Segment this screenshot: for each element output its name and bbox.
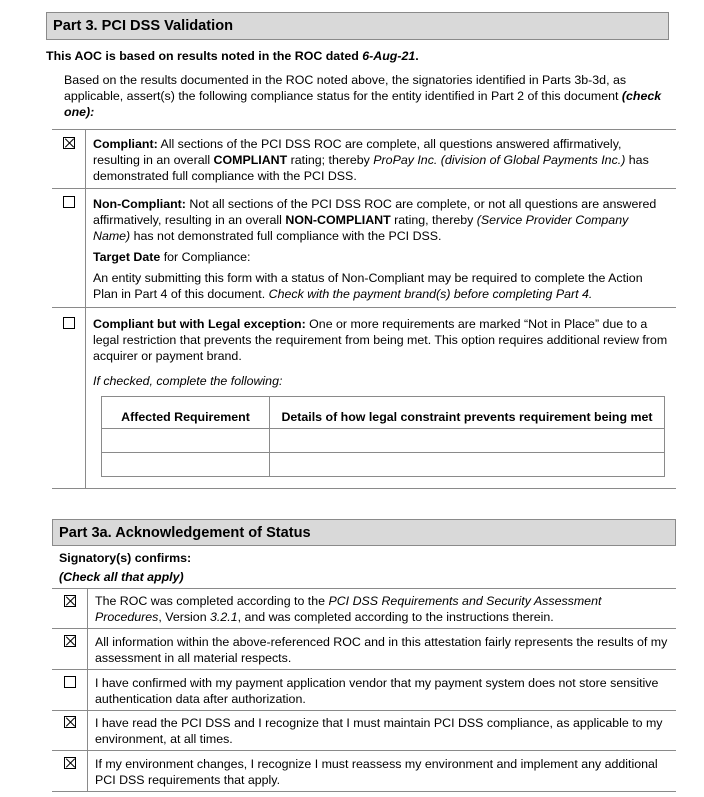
- affected-requirement-cell[interactable]: [102, 453, 270, 477]
- legal-exception-option-text: Compliant but with Legal exception: One or more requirements are marked “Not in Place” due to a legal restriction that prevents the requirement from being met. This option requires additional review from acquirer or payment brand.: [93, 317, 668, 363]
- compliant-checkbox[interactable]: [63, 137, 75, 149]
- ack-item-information: All information within the above-referenced ROC and in this attestation fairly represents the results of my assessment in all material respects.: [95, 635, 668, 665]
- legal-exception-checkbox[interactable]: [63, 317, 75, 329]
- ack-checkbox-maintain-compliance[interactable]: [64, 716, 76, 728]
- part3-title: Part 3. PCI DSS Validation: [53, 18, 234, 34]
- roc-date: 6-Aug-21: [362, 49, 416, 63]
- ack-checkbox-information[interactable]: [64, 635, 76, 647]
- legal-constraint-details-cell[interactable]: [270, 453, 665, 477]
- entity-name: ProPay Inc. (division of Global Payments Inc.): [373, 153, 626, 167]
- part3a-header: [52, 519, 676, 546]
- target-date-line: Target Date for Compliance:: [93, 250, 251, 264]
- ack-item-maintain-compliance: I have read the PCI DSS and I recognize that I must maintain PCI DSS compliance, as applicable to my environment, at all times.: [95, 716, 663, 746]
- ack-checkbox-reassess[interactable]: [64, 757, 76, 769]
- compliant-option-text: Compliant: All sections of the PCI DSS ROC are complete, all questions answered affirmatively, resulting in an overall COMPLIANT rating; thereby ProPay Inc. (division of Global Payments Inc.) has demonstrated full compliance with the PCI DSS.: [93, 137, 649, 183]
- legal-constraint-details-cell[interactable]: [270, 429, 665, 453]
- signatory-confirms: Signatory(s) confirms:: [59, 551, 192, 565]
- intro-paragraph: Based on the results documented in the ROC noted above, the signatories identified in Parts 3b-3d, as applicable, assert(s) the following compliance status for the entity identified in Part 2 of this document (check one):: [64, 73, 662, 119]
- affected-requirement-header: Affected Requirement: [102, 397, 270, 429]
- check-all-note: (Check all that apply): [59, 570, 184, 584]
- ack-checkbox-roc-completed[interactable]: [64, 595, 76, 607]
- non-compliant-checkbox[interactable]: [63, 196, 75, 208]
- affected-requirement-cell[interactable]: [102, 429, 270, 453]
- ack-checkbox-payment-vendor[interactable]: [64, 676, 76, 688]
- legal-exception-table: [101, 396, 665, 477]
- ack-item-payment-vendor: I have confirmed with my payment application vendor that my payment system does not store sensitive authentication data after authorization.: [95, 676, 659, 706]
- ack-item-reassess: If my environment changes, I recognize I must reassess my environment and implement any additional PCI DSS requirements that apply.: [95, 757, 658, 787]
- ack-item-roc-completed: The ROC was completed according to the PCI DSS Requirements and Security Assessment Procedures, Version 3.2.1, and was completed according to the instructions therein.: [95, 594, 602, 624]
- part3-header: [46, 12, 669, 40]
- non-compliant-option-text: Non-Compliant: Not all sections of the PCI DSS ROC are complete, or not all questions are answered affirmatively, resulting in an overall NON-COMPLIANT rating, thereby (Service Provider Company Name) has not demonstrated full compliance with the PCI DSS.: [93, 197, 657, 243]
- aoc-statement: This AOC is based on results noted in the ROC dated 6-Aug-21.: [46, 49, 419, 63]
- non-compliant-note: An entity submitting this form with a status of Non-Compliant may be required to complete the Action Plan in Part 4 of this document. Check with the payment brand(s) before completing Part 4.: [93, 271, 643, 301]
- part3a-title: Part 3a. Acknowledgement of Status: [59, 524, 311, 541]
- legal-constraint-details-header: Details of how legal constraint prevents requirement being met: [270, 397, 665, 429]
- if-checked-note: If checked, complete the following:: [93, 374, 283, 388]
